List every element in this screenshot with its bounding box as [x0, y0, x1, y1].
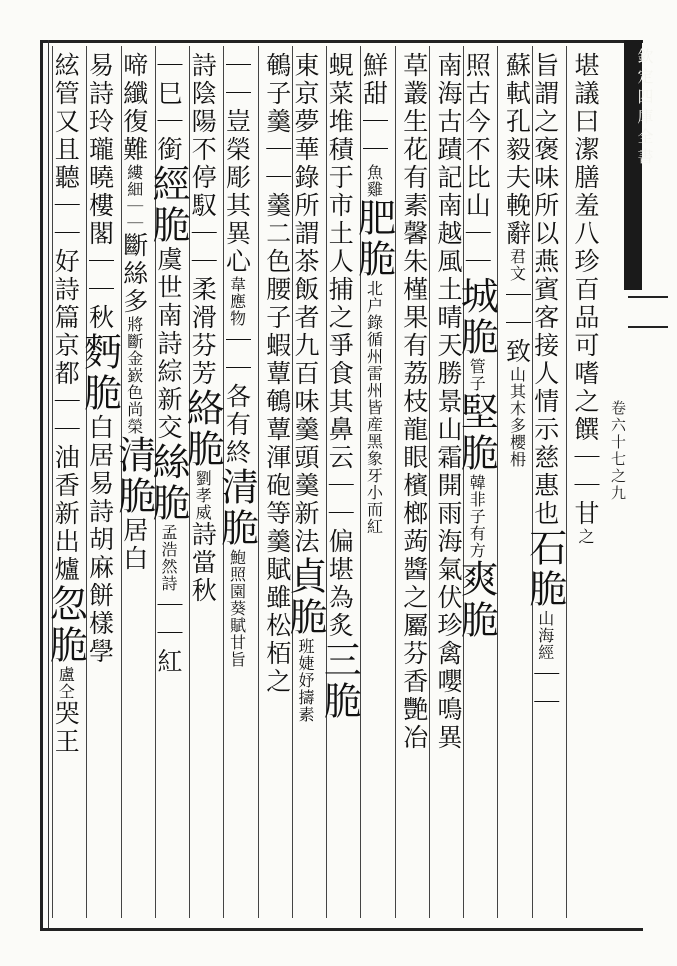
text-segment: 之 — [576, 528, 595, 545]
text-column — [522, 52, 567, 912]
text-segment: 土人捕之爭食其鼻云｜｜偏堪為炙 — [325, 220, 355, 640]
text-segment: 賦雖松栢之 — [262, 556, 292, 696]
text-column — [180, 52, 225, 912]
text-segment: 堪議曰潔膳羞八珍百品可嗜之饌 — [571, 52, 600, 444]
entry-headword: 貞脆 — [283, 556, 327, 638]
text-segment: 北户錄循州雷州皆産黑象牙小而紅 — [364, 280, 384, 535]
text-column — [43, 52, 88, 912]
text-segment: 居白 — [119, 517, 149, 573]
text-segment: 甘旨 — [227, 634, 247, 668]
text-segment: 京都｜｜油香新出爐 — [51, 332, 81, 584]
text-segment: 縷細｜｜ — [124, 164, 144, 232]
entry-headword: 肥脆 — [351, 198, 396, 280]
text-segment: 鵪子羹｜｜羹二色腰子蝦蕈鵪蕈渾砲等羹 — [262, 52, 292, 556]
text-segment: 山其木多櫻枏 — [507, 366, 527, 468]
text-column — [77, 52, 122, 912]
text-segment: 好詩篇 — [51, 248, 81, 332]
entry-headword: 堅脆 — [454, 392, 499, 474]
text-segment: 魚雞 — [364, 164, 384, 198]
entry-headword: 清脆 — [214, 467, 259, 549]
text-segment: 白居易詩胡麻餅樣學 — [85, 414, 115, 666]
text-segment: 詩當秋 — [188, 521, 218, 605]
text-segment: 蜆菜堆積于市 — [325, 52, 355, 220]
entry-headword: 城脆 — [454, 276, 499, 358]
fish-tail-mark — [628, 296, 668, 328]
text-column — [317, 52, 362, 912]
text-segment: 孟浩然詩 — [159, 524, 178, 592]
text-segment: ｜｜柔滑芬芳 — [188, 220, 218, 388]
text-segment: 啼纖復難 — [119, 52, 149, 164]
text-segment: 蘇軾孔毅夫輓辭 — [502, 52, 532, 248]
text-segment: 草叢生花有素馨朱槿果有荔枝龍眼檳榔蒟醬之屬芬香艷冶 — [399, 52, 429, 752]
text-segment: 哭王 — [51, 700, 81, 756]
text-column — [111, 52, 156, 912]
text-segment: ｜｜致 — [502, 282, 532, 366]
text-segment: 韋應物 — [227, 276, 247, 327]
text-segment: 照古今不比山｜｜ — [462, 52, 492, 276]
text-segment: 南海古蹟記南越風土晴天勝景山霜開雨海氣伏珍禽嚶鳴異 — [434, 52, 463, 752]
entry-headword: 經脆 — [146, 164, 190, 246]
text-segment: ｜｜紅 — [154, 592, 183, 676]
text-segment: 管子 — [467, 358, 487, 392]
entry-headword: 清脆 — [111, 435, 156, 517]
text-segment: ｜巳｜ — [154, 52, 183, 136]
book-title: 欽定四庫全書 — [635, 48, 654, 168]
text-segment: ｜｜甘 — [571, 444, 600, 528]
text-segment: 山海經 — [535, 610, 555, 661]
text-segment: 虞世南詩綜新交 — [154, 246, 183, 442]
text-segment: ｜｜豈榮彫其異心 — [222, 52, 252, 276]
entry-headword: 絲脆 — [146, 442, 190, 524]
entry-headword: 麪脆 — [77, 332, 122, 414]
entry-headword: 石脆 — [522, 528, 567, 610]
text-segment: 易詩玲瓏曉樓閣｜｜秋 — [85, 52, 115, 332]
entry-headword: 忽脆 — [43, 584, 88, 666]
text-column — [283, 52, 327, 912]
text-column — [454, 52, 499, 912]
text-column — [570, 52, 598, 912]
text-segment: 旨謂之褒味所以燕賓客接人情示慈惠也 — [530, 52, 560, 528]
text-segment: 詩陰陽不停馭 — [188, 52, 218, 220]
text-column — [433, 52, 461, 912]
text-segment: ｜｜ — [530, 661, 560, 717]
text-segment: 鮑照園葵賦 — [227, 549, 247, 634]
text-column — [214, 52, 259, 912]
text-column — [501, 52, 532, 912]
text-segment: 班婕妤擣素 — [296, 638, 315, 723]
volume-label: 卷六十七之九 — [609, 400, 627, 502]
text-segment: 君文 — [507, 248, 527, 282]
text-segment: 斷絲多 — [119, 232, 149, 316]
text-segment: 盧仝 — [56, 666, 76, 700]
text-column — [262, 52, 290, 912]
text-segment: 鮮甜｜｜ — [359, 52, 389, 164]
entry-headword: 爽脆 — [454, 559, 499, 641]
text-segment: 絃管又且聽｜｜ — [51, 52, 81, 248]
text-segment: 將斷金嶔色尚榮 — [124, 316, 144, 435]
text-segment: 銜 — [154, 136, 183, 164]
text-column — [146, 52, 190, 912]
text-column — [351, 52, 396, 912]
text-segment: 韓非子有方 — [467, 474, 487, 559]
text-segment: ｜｜各有終 — [222, 327, 252, 467]
text-segment: 東京夢華錄所謂茶飯者九百味羹頭羹新法 — [291, 52, 320, 556]
text-segment: 劉孝威 — [193, 470, 213, 521]
entry-headword: 三脆 — [317, 640, 362, 722]
entry-headword: 絡脆 — [180, 388, 225, 470]
text-column — [399, 52, 427, 912]
